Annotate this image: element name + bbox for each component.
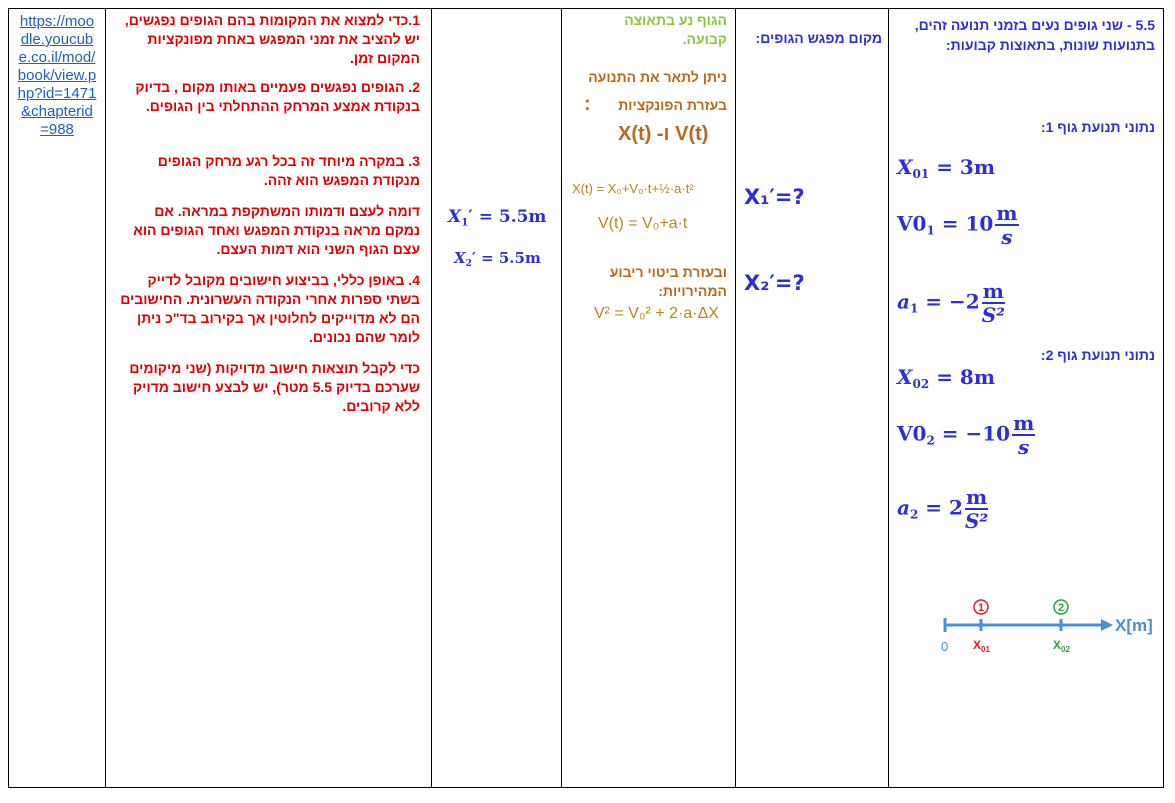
axis-label: X[m]: [1115, 616, 1153, 635]
describe-motion-text: ניתן לתאר את התנועה: [588, 69, 727, 85]
method-cell: [562, 9, 736, 788]
results-cell: [432, 9, 562, 788]
position-axis-diagram: [929, 595, 1159, 659]
body1-a: $a_1 = -2$ $\frac{m}{\text{S²}}$: [897, 279, 1005, 327]
section-title: 5.5 - שני גופים נעים בזמני תנועה זהים, בתנועות שונות, בתאוצות קבועות:: [914, 17, 1155, 53]
result-x1: $X_1' = 5.5m$: [448, 207, 547, 229]
meeting-place-title: מקום מפגש הגופים:: [755, 30, 882, 46]
body2-v0: $V0_2 = -10$ $\frac{m}{s}$: [897, 411, 1035, 459]
body2-a: $a_2 = 2$ $\frac{m}{\text{S²}}$: [897, 485, 989, 533]
meeting-place-cell: [736, 9, 889, 788]
link-cell: [9, 9, 106, 788]
body1-v0: $V0_1 = 10$ $\frac{m}{s}$: [897, 201, 1018, 249]
note-3: 3. במקרה מיוחד זה בכל רגע מרחק הגופים מנקודת המפגש הוא זהה.: [157, 153, 420, 188]
marker-2-label: 2: [1057, 602, 1065, 614]
velocity-formula: V(t) = V₀+a·t: [598, 215, 688, 232]
functions-names: X(t) -ו V(t): [618, 123, 709, 145]
position-formula: X(t) = X₀+V₀·t+½·a·t²: [572, 181, 694, 196]
question-x2: X₂′=?: [744, 271, 805, 295]
note-1: 1.כדי למצוא את המקומות בהם הגופים נפגשים, יש להציב את זמני המפגש באחת מפונקציות המקום זמן.: [124, 12, 420, 66]
axis-zero-label: 0: [941, 639, 949, 654]
velocity-squares-formula: V² = V₀² + 2·a·ΔX: [594, 305, 719, 322]
note-2: 2. הגופים נפגשים פעמיים באותו מקום , בדיוק בנקודת אמצע המרחק ההתחלתי בין הגופים.: [135, 79, 420, 114]
notes-cell: [106, 9, 432, 788]
note-5: 4. באופן כללי, בביצוע חישובים מקובל לדייק בשתי ספרות אחרי הנקודה העשרונית. החישובים הם לא מדוייקים לחלוטין אך בקירוב בד"כ ניתן לומר שהם נכונים.: [120, 272, 420, 345]
body2-x0: $X_{02} = 8m$: [897, 365, 996, 392]
result-x2: $X_2' = 5.5m$: [454, 249, 541, 270]
velocity-squares-text: ובעזרת ביטוי ריבוע המהירויות:: [609, 264, 727, 299]
x01-label: $X_{01}$: [973, 638, 990, 654]
functions-text: בעזרת הפונקציות: [618, 97, 727, 113]
marker-1-label: 1: [977, 602, 985, 614]
body1-label: נתוני תנועת גוף 1:: [1040, 119, 1155, 135]
note-4: דומה לעצם ודמותו המשתקפת במראה. אם נמקם מראה בנקודת המפגש ואחד הגופים הוא עצם הגוף השני הוא דמות העצם.: [133, 203, 420, 257]
moodle-link[interactable]: https://moodle.youcube.co.il/mod/book/view.php?id=1471&chapterid=988: [17, 13, 97, 138]
note-6: כדי לקבל תוצאות חישוב מדויקות (שני מיקומים שערכם בדיוק 5.5 מטר), יש לבצע חישוב מדויק ללא קרובים.: [129, 360, 420, 414]
given-data-cell: [889, 9, 1164, 788]
content-table: [8, 8, 1164, 788]
axis-arrow-icon: [1101, 619, 1113, 631]
body1-x0: $X_{01} = 3m$: [897, 155, 996, 182]
colon-mark: :: [584, 93, 591, 115]
x02-label: $X_{02}$: [1053, 638, 1070, 654]
constant-accel-text: הגוף נע בתאוצה קבועה.: [624, 12, 727, 47]
question-x1: X₁′=?: [744, 185, 805, 209]
body2-label: נתוני תנועת גוף 2:: [1040, 347, 1155, 363]
